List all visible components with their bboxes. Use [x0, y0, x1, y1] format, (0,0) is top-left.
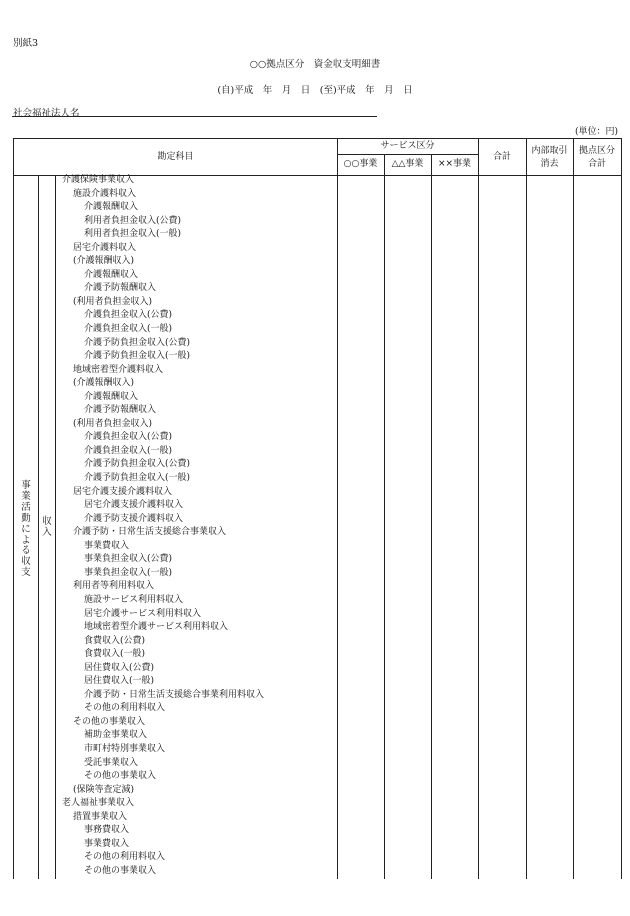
- account-row: 食費収入(公費): [84, 635, 146, 646]
- header-internal-line1: 内部取引: [531, 146, 568, 156]
- corp-name-label: 社会福祉法人名: [13, 108, 80, 119]
- header-base-line2: 合計: [587, 159, 606, 169]
- account-row: 施設介護料収入: [73, 188, 137, 199]
- account-row: 事業費収入: [84, 540, 130, 551]
- header-base-line1: 拠点区分: [578, 146, 615, 156]
- account-row: 利用者負担金収入(一般): [84, 229, 182, 240]
- account-row: 介護予防・日常生活支援総合事業利用料収入: [84, 689, 265, 700]
- account-row: 介護報酬収入: [84, 202, 139, 213]
- account-row: その他の事業収入: [73, 716, 146, 727]
- account-row: 介護予防支援介護料収入: [84, 513, 184, 524]
- header-internal-line2: 消去: [540, 159, 559, 169]
- header-service-col-3: ××事業: [437, 159, 472, 169]
- account-rows: [62, 174, 336, 878]
- account-row: 補助金事業収入: [84, 730, 148, 741]
- account-row: 地域密着型介護料収入: [73, 364, 164, 375]
- account-row: (介護報酬収入): [73, 378, 135, 389]
- document-title: ○○拠点区分 資金収支明細書: [249, 59, 381, 70]
- account-row: 地域密着型介護サービス利用料収入: [84, 622, 229, 633]
- account-row: 市町村特別事業収入: [84, 743, 166, 754]
- account-row: 居宅介護サービス利用料収入: [84, 608, 202, 619]
- divider-service3-col: [478, 139, 479, 879]
- account-row: その他の利用料収入: [84, 703, 166, 714]
- account-row: 事務費収入: [84, 825, 130, 836]
- account-row: 介護予防・日常生活支援総合事業収入: [73, 527, 227, 538]
- account-row: 介護予防報酬収入: [84, 405, 157, 416]
- account-row: 事業負担金収入(一般): [84, 567, 173, 578]
- header-service-col-2: △△事業: [391, 159, 424, 169]
- divider-account-col: [337, 139, 338, 879]
- account-row: 居住費収入(一般): [84, 676, 155, 687]
- subsection-label-income: 収入: [42, 516, 52, 538]
- account-row: 介護負担金収入(一般): [84, 324, 173, 335]
- account-row: 介護予防報酬収入: [84, 283, 157, 294]
- account-row: 受託事業収入: [84, 757, 139, 768]
- unit-label: (単位：円): [574, 127, 618, 137]
- period-line: (自)平成 年 月 日 (至)平成 年 月 日: [217, 85, 413, 96]
- divider-internal-col: [573, 139, 574, 879]
- account-row: (利用者負担金収入): [73, 418, 153, 429]
- divider-service1-col: [384, 154, 385, 879]
- header-total: 合計: [492, 152, 511, 162]
- account-row: 介護保険事業収入: [62, 175, 135, 185]
- divider-total-col: [526, 139, 527, 879]
- account-row: 介護負担金収入(公費): [84, 310, 173, 321]
- account-row: (保険等査定減): [73, 784, 135, 795]
- account-row: 居宅介護支援介護料収入: [84, 500, 184, 511]
- account-row: 介護報酬収入: [84, 269, 139, 280]
- account-row: 利用者負担金収入(公費): [84, 215, 182, 226]
- corp-name-underline: [12, 116, 377, 117]
- header-service: サービス区分: [380, 141, 435, 151]
- account-row: 措置事業収入: [73, 811, 128, 822]
- form-id: 別紙3: [13, 38, 39, 49]
- divider-service2-col: [431, 154, 432, 879]
- account-row: 介護予防負担金収入(公費): [84, 459, 191, 470]
- account-row: その他の事業収入: [84, 771, 157, 782]
- header-service-col-1: ○○事業: [343, 159, 378, 169]
- section-label-operating: 事業活動による収支: [21, 480, 31, 579]
- divider-subsection-col: [55, 175, 56, 879]
- account-row: 居宅介護支援介護料収入: [73, 486, 173, 497]
- account-row: 介護予防負担金収入(一般): [84, 351, 191, 362]
- account-row: 利用者等利用料収入: [73, 581, 155, 592]
- account-row: 食費収入(一般): [84, 649, 146, 660]
- account-row: 居宅介護料収入: [73, 242, 137, 253]
- divider-section-col: [38, 175, 39, 879]
- account-row: 介護報酬収入: [84, 391, 139, 402]
- account-row: 介護負担金収入(一般): [84, 445, 173, 456]
- service-header-rule: [337, 154, 478, 155]
- account-row: 居住費収入(公費): [84, 662, 155, 673]
- account-row: 老人福祉事業収入: [62, 798, 135, 809]
- account-row: 事業負担金収入(公費): [84, 554, 173, 565]
- account-row: (利用者負担金収入): [73, 296, 153, 307]
- account-row: 介護負担金収入(公費): [84, 432, 173, 443]
- account-row: その他の事業収入: [84, 865, 157, 876]
- account-row: (介護報酬収入): [73, 256, 135, 267]
- account-row: その他の利用料収入: [84, 852, 166, 863]
- account-row: 介護予防負担金収入(一般): [84, 473, 191, 484]
- account-row: 介護予防負担金収入(公費): [84, 337, 191, 348]
- account-row: 施設サービス利用料収入: [84, 594, 184, 605]
- account-row: 事業費収入: [84, 838, 130, 849]
- header-account: 勘定科目: [157, 152, 194, 162]
